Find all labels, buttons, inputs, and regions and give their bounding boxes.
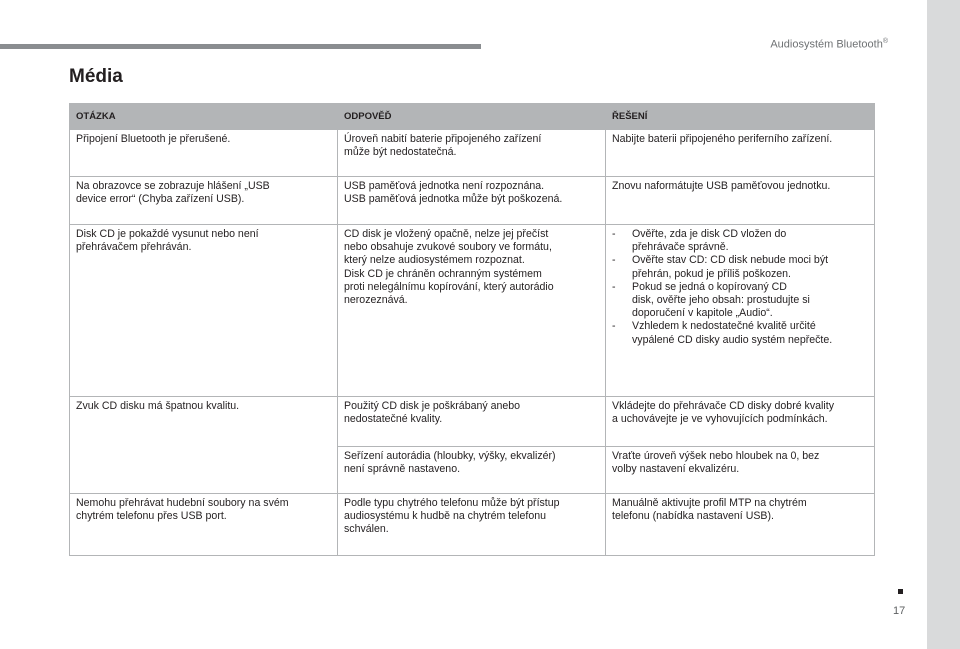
- table-row: [70, 397, 875, 447]
- footer-marker: [898, 589, 903, 594]
- answer-cell: Úroveň nabití baterie připojeného zařízení může být nedostatečná.: [338, 130, 606, 177]
- section-header: [770, 38, 888, 51]
- table-header-row: [70, 104, 875, 130]
- table-row: [70, 130, 875, 177]
- page-number: 17: [893, 605, 906, 617]
- page-title: Média: [69, 66, 123, 87]
- answer-cell: Seřízení autorádia (hloubky, výšky, ekvalizér) není správně nastaveno.: [338, 447, 606, 494]
- column-header-solution: ŘEŠENÍ: [606, 104, 875, 130]
- solution-list-item: - Vzhledem k nedostatečné kvalitě určité vypálené CD disky audio systém nepřečte.: [612, 320, 868, 346]
- solution-list-item: - Ověřte, zda je disk CD vložen do přehrávače správně.: [612, 228, 868, 254]
- section-header-text: Audiosystém Bluetooth: [770, 38, 883, 51]
- solution-list: [612, 228, 868, 347]
- header-rule: [0, 44, 481, 49]
- column-header-answer: ODPOVĚĎ: [338, 104, 606, 130]
- table-row: [70, 225, 875, 397]
- solution-cell: [606, 225, 875, 397]
- solution-cell: Znovu naformátujte USB paměťovou jednotku.: [606, 177, 875, 225]
- table-row: [70, 494, 875, 556]
- answer-cell: CD disk je vložený opačně, nelze jej přečíst nebo obsahuje zvukové soubory ve formátu, který nelze audiosystémem rozpoznat. Disk CD je chráněn ochranným systémem proti nelegálnímu kopírování, který autorádio nerozeznává.: [338, 225, 606, 397]
- solution-cell: Nabijte baterii připojeného periferního zařízení.: [606, 130, 875, 177]
- question-cell: Zvuk CD disku má špatnou kvalitu.: [70, 397, 338, 494]
- solution-cell: Manuálně aktivujte profil MTP na chytrém telefonu (nabídka nastavení USB).: [606, 494, 875, 556]
- answer-cell: USB paměťová jednotka není rozpoznána. USB paměťová jednotka může být poškozená.: [338, 177, 606, 225]
- solution-cell: Vraťte úroveň výšek nebo hloubek na 0, bez volby nastavení ekvalizéru.: [606, 447, 875, 494]
- table-row: [70, 177, 875, 225]
- question-cell: Připojení Bluetooth je přerušené.: [70, 130, 338, 177]
- question-cell: Nemohu přehrávat hudební soubory na svém chytrém telefonu přes USB port.: [70, 494, 338, 556]
- answer-cell: Podle typu chytrého telefonu může být přístup audiosystému k hudbě na chytrém telefonu schválen.: [338, 494, 606, 556]
- column-header-question: OTÁZKA: [70, 104, 338, 130]
- question-cell: Na obrazovce se zobrazuje hlášení „USB device error“ (Chyba zařízení USB).: [70, 177, 338, 225]
- solution-list-item: - Pokud se jedná o kopírovaný CD disk, ověřte jeho obsah: prostudujte si doporučení v kapitole „Audio“.: [612, 281, 868, 321]
- troubleshooting-table: [69, 103, 875, 556]
- solution-list-item: - Ověřte stav CD: CD disk nebude moci být přehrán, pokud je příliš poškozen.: [612, 254, 868, 280]
- solution-cell: Vkládejte do přehrávače CD disky dobré kvality a uchovávejte je ve vyhovujících podmínkách.: [606, 397, 875, 447]
- trademark-symbol: ®: [882, 38, 888, 45]
- question-cell: Disk CD je pokaždé vysunut nebo není přehrávačem přehráván.: [70, 225, 338, 397]
- answer-cell: Použitý CD disk je poškrábaný anebo nedostatečné kvality.: [338, 397, 606, 447]
- page-edge-band: [927, 0, 960, 649]
